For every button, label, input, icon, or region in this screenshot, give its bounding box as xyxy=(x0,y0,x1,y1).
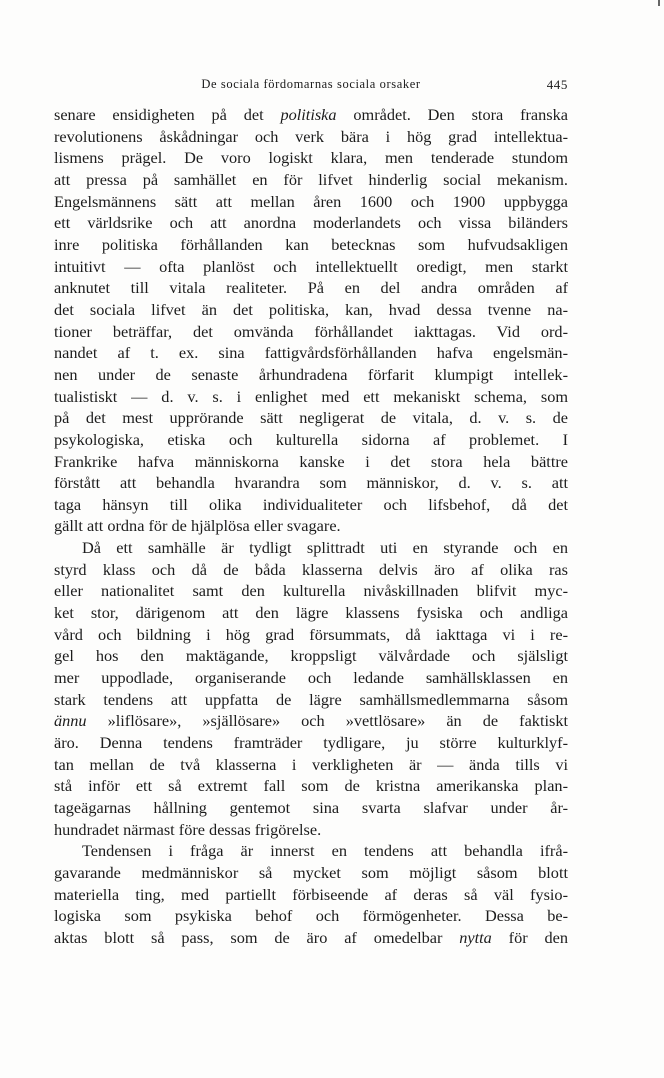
text-segment: tioner beträffar, det omvända förhållandet iakttagas. Vid ord- xyxy=(54,321,568,341)
text-line xyxy=(54,191,568,213)
text-segment: mer uppodlade, organiserande och ledande samhällsklassen en xyxy=(54,668,568,688)
text-segment: det sociala lifvet än det politiska, kan, hvad dessa tvenne na- xyxy=(54,299,568,319)
text-segment: nandet af t. ex. sina fattigvårdsförhållanden hafva engelsmän- xyxy=(54,343,568,363)
text-segment: stark tendens att uppfatta de lägre samhällsmedlemmarna såsom xyxy=(54,689,568,709)
text-line xyxy=(54,884,568,906)
text-line xyxy=(54,212,568,234)
text-segment: förstått att behandla hvarandra som människor, d. v. s. att xyxy=(54,473,568,493)
text-line xyxy=(54,407,568,429)
text-segment: eller nationalitet samt den kulturella nivåskillnaden blifvit myc- xyxy=(54,581,568,601)
text-segment: ket stor, därigenom att den lägre klassens fysiska och andliga xyxy=(54,603,568,623)
italic-text: nytta xyxy=(459,927,492,947)
text-line xyxy=(54,472,568,494)
text-segment: senare ensidigheten på det xyxy=(54,105,281,124)
text-segment: taga hänsyn till olika individualiteter och lifsbehof, då det xyxy=(54,494,568,514)
text-segment: gällt att ordna för de hjälplösa eller svagare. xyxy=(54,516,341,536)
text-segment: vård och bildning i hög grad försummats, då iakttaga vi i re- xyxy=(54,624,568,644)
text-line xyxy=(54,126,568,148)
text-line xyxy=(54,364,568,386)
text-segment: intuitivt — ofta planlöst och intellektuellt oredigt, men starkt xyxy=(54,256,568,276)
text-line xyxy=(54,451,568,473)
page-number: 445 xyxy=(546,77,568,92)
text-segment: logiska som psykiska behof och förmögenheter. Dessa be- xyxy=(54,906,568,926)
text-line xyxy=(54,840,568,862)
text-line xyxy=(54,797,568,819)
text-segment: området. Den stora franska xyxy=(336,105,568,124)
text-segment: tualistiskt — d. v. s. i enlighet med ett mekaniskt schema, som xyxy=(54,386,568,406)
italic-text: politiska xyxy=(280,105,337,124)
text-segment: aktas blott så pass, som de äro af omedelbar xyxy=(54,927,460,947)
text-segment: inre politiska förhållanden kan betecknas som hufvudsakligen xyxy=(54,234,568,254)
text-line xyxy=(54,386,568,408)
text-segment: för den xyxy=(491,927,568,947)
text-line xyxy=(54,819,568,841)
text-line xyxy=(54,689,568,711)
text-line xyxy=(54,775,568,797)
text-line xyxy=(54,429,568,451)
text-segment: nen under de senaste århundradena förfarit klumpigt intellek- xyxy=(54,364,568,384)
text-segment: att pressa på samhället en för lifvet hinderlig social mekanism. xyxy=(54,169,568,189)
text-segment: tageägarnas hållning gentemot sina svarta slafvar under år- xyxy=(54,798,568,817)
text-line xyxy=(54,169,568,191)
text-segment: styrd klass och då de båda klasserna delvis äro af olika ras xyxy=(54,559,568,579)
text-segment: tan mellan de två klasserna i verkligheten är — ända tills vi xyxy=(54,754,568,774)
text-segment: anknutet till vitala realiteter. På en del andra områden af xyxy=(54,278,568,298)
text-line xyxy=(54,537,568,559)
text-line xyxy=(54,645,568,667)
text-line xyxy=(54,927,568,949)
text-segment: på det mest upprörande sätt negligerat de vitala, d. v. s. de xyxy=(54,408,568,428)
text-line xyxy=(54,559,568,581)
text-line xyxy=(54,580,568,602)
text-line xyxy=(54,342,568,364)
text-line xyxy=(54,754,568,776)
running-title: De sociala fördomarnas sociala orsaker xyxy=(201,77,421,91)
text-segment: »liflösare», »själlösare» och »vettlösare» än de faktiskt xyxy=(86,711,568,731)
body-text xyxy=(54,104,568,949)
scan-edge-mark xyxy=(658,0,660,6)
text-line xyxy=(54,277,568,299)
text-segment: gel hos den maktägande, kroppsligt välvårdade och själsligt xyxy=(54,646,568,666)
text-segment: lismens prägel. De voro logiskt klara, men tenderade stundom xyxy=(54,148,568,168)
text-line xyxy=(54,494,568,516)
text-line xyxy=(54,602,568,624)
text-line xyxy=(54,299,568,321)
text-segment: ett världsrike och att anordna moderlandets och vissa biländers xyxy=(54,213,568,233)
italic-text: ännu xyxy=(54,711,87,731)
page-header xyxy=(54,77,568,97)
text-line xyxy=(54,321,568,343)
text-line xyxy=(54,862,568,884)
text-segment: gavarande medmänniskor så mycket som möjligt såsom blott xyxy=(54,862,568,882)
text-line xyxy=(54,905,568,927)
text-segment: hundradet närmast före dessas frigörelse. xyxy=(54,819,322,839)
text-segment: Frankrike hafva människorna kanske i det stora hela bättre xyxy=(54,451,568,471)
text-line xyxy=(54,256,568,278)
text-segment: Tendensen i fråga är innerst en tendens att behandla ifrå- xyxy=(82,841,568,861)
text-segment: äro. Denna tendens framträder tydligare, ju större kulturklyf- xyxy=(54,733,568,753)
text-segment: materiella ting, med partiellt förbiseende af deras så väl fysio- xyxy=(54,884,568,904)
text-line xyxy=(54,147,568,169)
text-line xyxy=(54,710,568,732)
text-segment: Engelsmännens sätt att mellan åren 1600 och 1900 uppbygga xyxy=(54,191,568,211)
text-segment: revolutionens åskådningar och verk bära i hög grad intellektua- xyxy=(54,126,568,146)
text-line xyxy=(54,234,568,256)
text-segment: psykologiska, etiska och kulturella sidorna af problemet. I xyxy=(54,429,568,449)
text-segment: stå inför ett så extremt fall som de kristna amerikanska plan- xyxy=(54,776,568,796)
text-segment: Då ett samhälle är tydligt splittradt uti en styrande och en xyxy=(82,538,568,558)
text-line xyxy=(54,732,568,754)
text-line xyxy=(54,104,568,126)
text-line xyxy=(54,667,568,689)
text-line xyxy=(54,515,568,537)
text-line xyxy=(54,624,568,646)
